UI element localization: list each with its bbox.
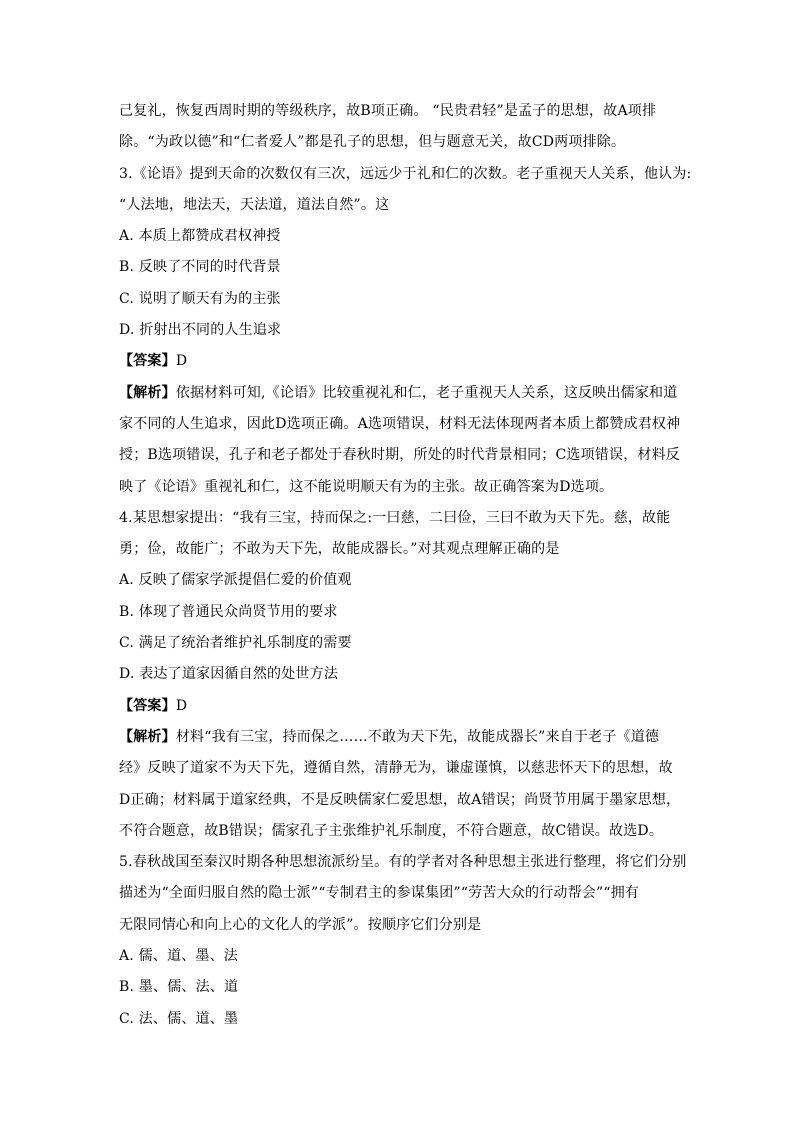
paragraph-line: 家不同的人生追求，因此D选项正确。A选项错误，材料无法体现两者本质上都赞成君权神 <box>119 415 681 432</box>
paragraph-line: 勇；俭，故能广；不敢为天下先，故能成器长。”对其观点理解正确的是 <box>119 541 560 558</box>
paragraph-line: “人法地，地法天，天法道，道法自然”。这 <box>119 196 390 213</box>
analysis-text: 依据材料可知,《论语》比较重视礼和仁，老子重视天人关系，这反映出儒家和道 <box>175 384 678 401</box>
paragraph-line: 除。“为政以德”和“仁者爱人”都是孔子的思想，但与题意无关，故CD两项排除。 <box>119 134 626 151</box>
option-b: B. 墨、儒、法、道 <box>119 979 239 996</box>
analysis-text: 材料“我有三宝，持而保之……不敢为天下先，故能成器长”来自于老子《道德 <box>175 728 660 745</box>
analysis-line <box>119 727 679 747</box>
paragraph-line: 描述为“全面归服自然的隐士派”“专制君主的参谋集团”“劳苦大众的行动帮会”“拥有 <box>119 885 640 902</box>
question-3-stem: 3.《论语》提到天命的次数仅有三次，远远少于礼和仁的次数。老子重视天人关系，他认为: <box>119 165 692 182</box>
option-b: B. 体现了普通民众尚贤节用的要求 <box>119 603 338 620</box>
option-c: C. 说明了顺天有为的主张 <box>119 290 281 307</box>
option-a: A. 反映了儒家学派提倡仁爱的价值观 <box>119 572 352 589</box>
answer-tag: 【答案】 <box>119 353 176 370</box>
option-c: C. 满足了统治者维护礼乐制度的需要 <box>119 635 352 652</box>
paragraph-line: 己复礼，恢复西周时期的等级秩序，故B项正确。 “民贵君轻”是孟子的思想，故A项排 <box>119 103 657 119</box>
option-d: D. 表达了道家因循自然的处世方法 <box>119 666 339 683</box>
paragraph-line: 经》反映了道家不为天下先，遵循自然，清静无为，谦虚谨慎，以慈悲怀天下的思想，故 <box>119 760 673 777</box>
paragraph-line: D正确；材料属于道家经典，不是反映儒家仁爱思想，故A错误；尚贤节用属于墨家思想， <box>119 791 681 808</box>
answer-value: D <box>175 697 188 714</box>
option-c: C. 法、儒、道、墨 <box>119 1010 239 1027</box>
answer-value: D <box>175 353 188 370</box>
answer-line <box>119 696 679 716</box>
option-b: B. 反映了不同的时代背景 <box>119 259 281 276</box>
question-4-stem: 4.某思想家提出：“我有三宝，持而保之:一曰慈，二曰俭，三曰不敢为天下先。慈，故能 <box>119 509 671 526</box>
paragraph-line: 授；B选项错误，孔子和老子都处于春秋时期，所处的时代背景相同；C选项错误，材料反 <box>119 447 680 464</box>
analysis-line <box>119 383 679 403</box>
analysis-tag: 【解析】 <box>119 728 176 745</box>
option-a: A. 儒、道、墨、法 <box>119 948 239 965</box>
paragraph-line: 无限同情心和向上心的文化人的学派”。按顺序它们分别是 <box>119 916 482 933</box>
answer-tag: 【答案】 <box>119 697 176 714</box>
paragraph-line: 映了《论语》重视礼和仁，这不能说明顺天有为的主张。故正确答案为D选项。 <box>119 478 614 495</box>
paragraph-line: 不符合题意，故B错误；儒家孔子主张维护礼乐制度，不符合题意，故C错误。故选D。 <box>119 822 664 839</box>
answer-line <box>119 351 679 371</box>
question-5-stem: 5.春秋战国至秦汉时期各种思想流派纷呈。有的学者对各种思想主张进行整理，将它们分别 <box>119 854 687 871</box>
option-a: A. 本质上都赞成君权神授 <box>119 228 281 245</box>
document-page <box>119 101 692 1040</box>
analysis-tag: 【解析】 <box>119 384 176 401</box>
option-d: D. 折射出不同的人生追求 <box>119 322 282 339</box>
